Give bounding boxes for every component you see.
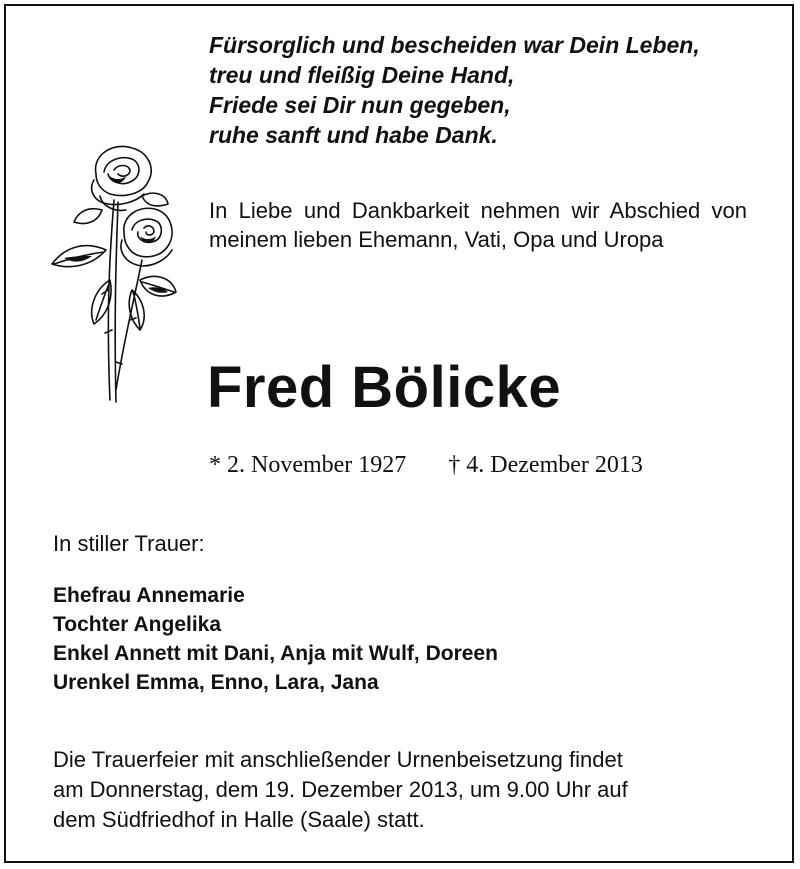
- funeral-line: am Donnerstag, dem 19. Dezember 2013, um 9.00 Uhr auf: [53, 777, 628, 802]
- poem-verse: [209, 30, 769, 150]
- intro-text: In Liebe und Dankbarkeit nehmen wir Abschied von meinem lieben Ehemann, Vati, Opa und Uropa: [209, 198, 747, 252]
- mourning-label: In stiller Trauer:: [53, 531, 205, 556]
- poem-line: treu und fleißig Deine Hand,: [209, 62, 515, 88]
- mourner-entry: Enkel Annett mit Dani, Anja mit Wulf, Doreen: [53, 642, 498, 665]
- life-dates: [209, 450, 769, 480]
- mourner-entry: Urenkel Emma, Enno, Lara, Jana: [53, 671, 379, 694]
- funeral-line: Die Trauerfeier mit anschließender Urnenbeisetzung findet: [53, 747, 623, 772]
- mourner-entry: Ehefrau Annemarie: [53, 584, 245, 607]
- funeral-line: dem Südfriedhof in Halle (Saale) statt.: [53, 807, 425, 832]
- rose-icon: [44, 140, 184, 420]
- poem-line: ruhe sanft und habe Dank.: [209, 122, 498, 148]
- poem-line: Fürsorglich und bescheiden war Dein Leben,: [209, 32, 700, 58]
- funeral-details: [53, 745, 748, 835]
- birth-date: * 2. November 1927: [209, 452, 407, 478]
- death-date: † 4. Dezember 2013: [448, 452, 643, 478]
- poem-line: Friede sei Dir nun gegeben,: [209, 92, 511, 118]
- mourners-list: [53, 581, 498, 697]
- deceased-name: Fred Bölicke: [207, 355, 562, 420]
- mourner-entry: Tochter Angelika: [53, 613, 222, 636]
